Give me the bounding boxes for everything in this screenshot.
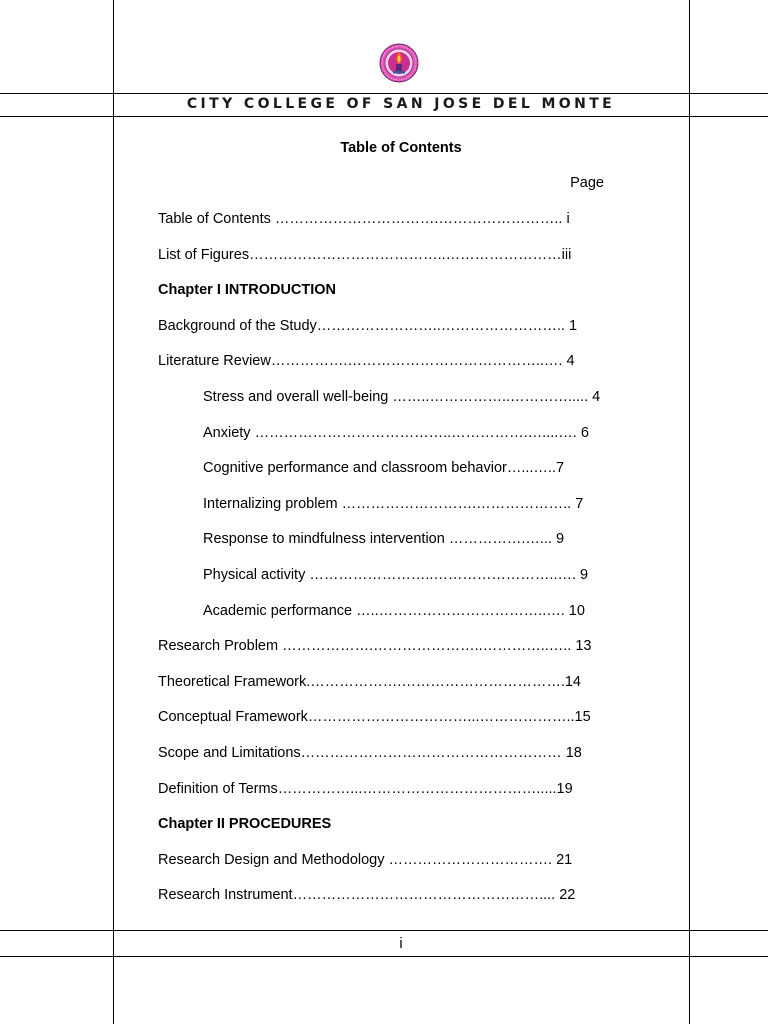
toc-entry: Stress and overall well-being ……..……………..…………..... 4 bbox=[203, 388, 601, 405]
toc-entry: Conceptual Framework……………………………...………………..15 bbox=[158, 709, 591, 726]
toc-entry: Research Instrument…………………………………………….... 22 bbox=[158, 887, 576, 904]
college-seal-logo bbox=[379, 42, 419, 84]
toc-entry: List of Figures…………………………………..……………………iii bbox=[158, 246, 572, 263]
toc-entry: Literature Review…………….…………………………………..…. 4 bbox=[158, 353, 575, 370]
toc-entry: Background of the Study……………………..…………………….. 1 bbox=[158, 317, 578, 334]
toc-entry: Academic performance …..……………………………..…. 10 bbox=[203, 602, 585, 619]
footer-top-line bbox=[0, 930, 768, 931]
right-margin-line bbox=[689, 0, 690, 1024]
toc-entry: Research Design and Methodology ……………………………. 21 bbox=[158, 851, 573, 868]
toc-entry: Definition of Terms……………...……………………………….....19 bbox=[158, 780, 573, 797]
header-bottom-line bbox=[0, 116, 768, 117]
toc-entry: Theoretical Framework.……………….…………………………….14 bbox=[158, 673, 581, 690]
toc-entry: Cognitive performance and classroom behavior…...…..7 bbox=[203, 460, 565, 477]
toc-chapter-heading: Chapter I INTRODUCTION bbox=[158, 282, 337, 299]
toc-list bbox=[158, 202, 608, 914]
footer-page-number: i bbox=[399, 936, 403, 952]
college-name-banner: CITY COLLEGE OF SAN JOSE DEL MONTE bbox=[186, 96, 616, 112]
toc-entry: Physical activity ……………………..……………………..…. 9 bbox=[203, 566, 589, 583]
footer-bottom-line bbox=[0, 956, 768, 957]
toc-entry: Internalizing problem ……………………….……………….. 7 bbox=[203, 495, 584, 512]
toc-entry: Scope and Limitations……………………………………………… 18 bbox=[158, 744, 582, 761]
toc-entry: Anxiety …………………………………..…………….…....…. 6 bbox=[203, 424, 589, 441]
page-column-label: Page bbox=[570, 175, 604, 191]
toc-chapter-heading: Chapter II PROCEDURES bbox=[158, 816, 332, 833]
document-title: Table of Contents bbox=[340, 140, 462, 156]
toc-entry: Response to mindfulness intervention …………….…... 9 bbox=[203, 531, 565, 548]
toc-entry: Table of Contents …………………………….…………………….. i bbox=[158, 211, 570, 227]
toc-entry: Research Problem ……………….…………………..…………..….. 13 bbox=[158, 638, 592, 655]
